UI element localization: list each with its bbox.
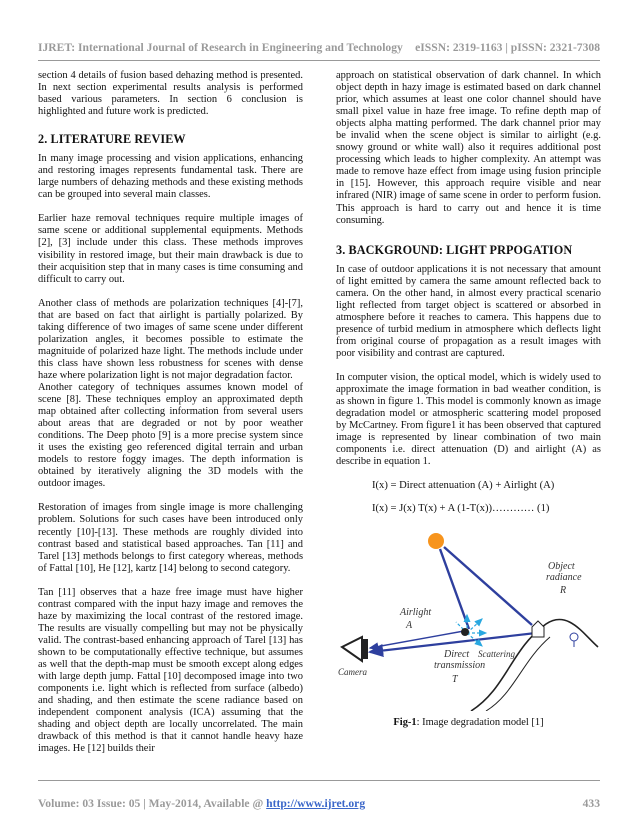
paragraph: Restoration of images from single image is more challenging problem. Solutions for such cases have been introduced only recently [10]-[13]. These methods are roughly divided into contrast based and statistical based approaches. Tan [11] and Tarel [13] methods belongs to first category whereas, methods of Fattal [10], He [12], kartz [14] belong to second category.: [38, 502, 303, 574]
paragraph: In many image processing and vision applications, enhancing and restoring images represents fundamental task. There are large numbers of dehazing methods and these existing methods can be grouped into several main classes.: [38, 153, 303, 201]
particle-icon: [461, 628, 469, 636]
tree-icon: [570, 633, 578, 647]
sun-icon: [428, 533, 444, 549]
paragraph: Earlier haze removal techniques require multiple images of same scene or additional supplemental equipments. Methods [2], [3] include under this class. These methods improves visibility in restored image, but their main drawback is due to their acquisition step that in many cases is time consuming and difficult to carry out.: [38, 213, 303, 285]
label-radiance-symbol: R: [560, 585, 567, 597]
sunlight-ray: [440, 549, 469, 629]
paragraph: Another category of techniques assumes known model of scene [8]. These techniques employ an approximated depth map obtained after collecting information from several users about areas that are degraded or not by poor weather conditions. The Deep photo [9] is a more precise system since it uses the existing geo referenced digital terrain and urban models to restore foggy images. The depth information is obtained by iteratively aligning the 3D models with the outdoor images.: [38, 381, 303, 490]
issn: eISSN: 2319-1163 | pISSN: 2321-7308: [415, 40, 600, 54]
label-scattering: Scattering: [478, 649, 515, 660]
label-transmission: transmission: [434, 660, 486, 672]
camera-icon: [342, 637, 368, 661]
running-footer: [38, 797, 600, 810]
journal-title: IJRET: International Journal of Research in Engineering and Technology: [38, 40, 403, 54]
house-icon: [532, 621, 544, 637]
label-object: Object: [548, 561, 575, 573]
figure-caption: [336, 717, 601, 728]
equation-1: I(x) = J(x) T(x) + A (1-T(x))………… (1): [372, 503, 550, 515]
degradation-model-illustration: [336, 529, 601, 711]
equation-text: I(x) = Direct attenuation (A) + Airlight (A): [372, 480, 555, 492]
sunlight-to-object-ray: [444, 547, 532, 625]
section-heading-literature: 2. LITERATURE REVIEW: [38, 132, 186, 147]
right-column: [336, 70, 601, 728]
paragraph: In case of outdoor applications it is not necessary that amount of light emitted by camera the same amount reflected back to camera. On the other hand, in almost every practical scenario light reflected from target object is scattered or absorbed in atmosphere before it reaches to camera. This happens due to presence of turbid medium in atmosphere which deflects light from original course of propagation as a result images with poor visibility and contrast are captured.: [336, 263, 601, 359]
paragraph: approach on statistical observation of dark channel. In which object depth in hazy image is estimated based on dark channel prior, which assumes at least one color channel should have small pixel value in haze free image. To refine depth map of objects alpha matting performed. The dark channel prior may be invalid when the scene object is similar to airlight (e.g. snowy ground or white wall) also it requires additional post processing which leads to higher complexity. An attempt was made to remove haze effect from image using fusion principle in [15]. However, this approach require visible and near infrared (NIR) image of same scene in order to perform fusion. This approach is hard to carry out and hence it is time consuming.: [336, 70, 601, 226]
caption-label: Fig-1: [393, 717, 417, 729]
label-radiance: radiance: [546, 572, 582, 584]
paragraph: Another class of methods are polarization techniques [4]-[7], that are based on fact that airlight is partially polarized. By taking difference of two images of same scene under different polarization angles, it becomes possible to estimate the magnituide of polarized haze light. The methods include under this class have shown less robustness for scenes with dense haze where polarization light is not major degradation factor.: [38, 297, 303, 381]
figure-image-degradation-model: [336, 529, 601, 711]
label-direct: Direct: [444, 649, 470, 661]
journal-link[interactable]: http://www.ijret.org: [266, 797, 366, 810]
intro-paragraph: section 4 details of fusion based dehazing method is presented. In next section experimental results analysis is performed based various parameters. In section 6 conclusion is highlighted and future work is predicted.: [38, 70, 303, 118]
label-camera: Camera: [338, 667, 367, 678]
footer-volume: Volume: 03 Issue: 05 | May-2014, Available @ http://www.ijret.org: [38, 797, 366, 810]
label-airlight-symbol: A: [406, 620, 413, 632]
airlight-ray: [370, 631, 464, 648]
left-column: [38, 70, 303, 755]
running-header: [38, 36, 600, 58]
header-rule: [38, 60, 600, 61]
footer-rule: [38, 780, 600, 781]
paragraph: Tan [11] observes that a haze free image must have higher contrast compared with the input hazy image and removes the haze by maximizing the local contrast of the restored image. The results are visually compelling but may not be physically valid. The contrast-based enhancing approach of Tarel [13] has shown to be computationally effective technique, but assumes as well that the depth-map must be smooth except along edges with large depth jump. Fattal [10] decomposed image into two components i.e. light which is reflected from surface (albedo) and shading, and then estimate the scene radiance based on independent component analysis (ICA) assuming that the shading and object depth are locally uncorrelated. The main drawback of this method is that it cannot handle heavy haze images. He [12] builds their: [38, 586, 303, 755]
paragraph: In computer vision, the optical model, which is widely used to approximate the image formation in bad weather condition, is as shown in figure 1. This model is commonly known as image degradation model or atmospheric scattering model proposed by McCartney. From figure1 it has been observed that captured image is represented by linear combination of two main components i.e. direct attenuation (D) and airlight (A) as describe in equation 1.: [336, 371, 601, 468]
section-heading-background: 3. BACKGROUND: LIGHT PRPOGATION: [336, 242, 573, 257]
label-transmission-symbol: T: [452, 674, 458, 686]
label-airlight: Airlight: [400, 607, 432, 619]
caption-text: : Image degradation model [1]: [416, 717, 544, 729]
page-number: 433: [582, 797, 600, 810]
